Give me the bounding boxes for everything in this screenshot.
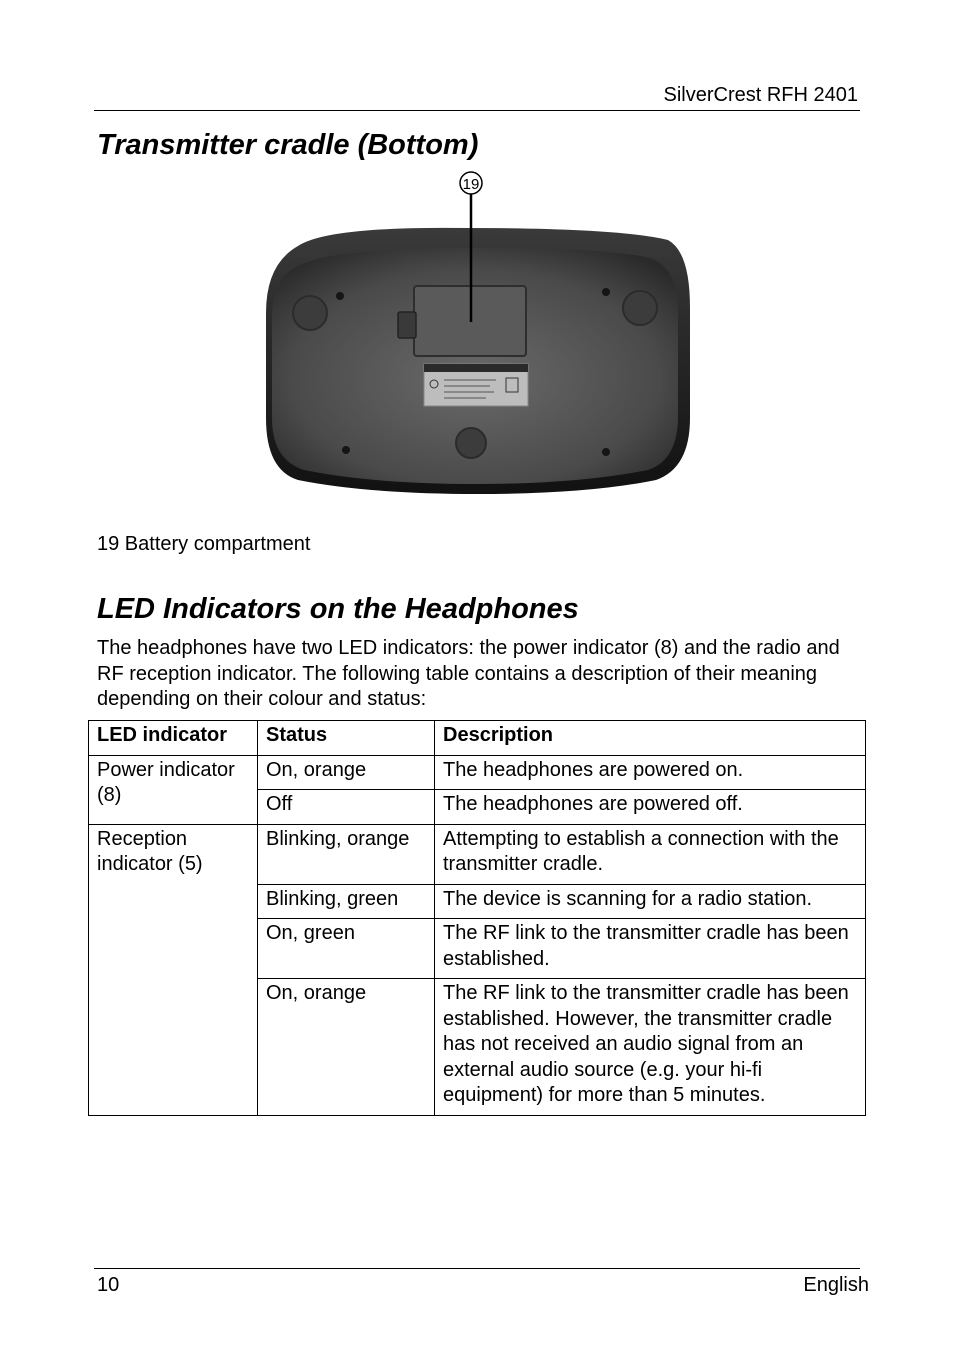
- screw-hole: [336, 292, 344, 300]
- description-cell: The headphones are powered on.: [435, 755, 866, 790]
- column-header: Status: [258, 721, 435, 756]
- section-title-led-indicators: LED Indicators on the Headphones: [97, 593, 579, 625]
- description-cell: The headphones are powered off.: [435, 790, 866, 825]
- rating-label-band: [424, 364, 528, 372]
- footer-language: English: [803, 1274, 869, 1296]
- screw-hole: [602, 288, 610, 296]
- battery-latch: [398, 312, 416, 338]
- header-rule: [94, 110, 860, 111]
- rubber-foot: [623, 291, 657, 325]
- running-header: SilverCrest RFH 2401: [663, 84, 858, 106]
- footer-rule: [94, 1268, 860, 1269]
- column-header: LED indicator: [89, 721, 258, 756]
- description-cell: The device is scanning for a radio station.: [435, 884, 866, 919]
- status-cell: On, green: [258, 919, 435, 979]
- status-cell: On, orange: [258, 755, 435, 790]
- screw-hole: [602, 448, 610, 456]
- table-header-row: [89, 721, 866, 756]
- led-indicator-table: [88, 720, 866, 1116]
- status-cell: Blinking, orange: [258, 824, 435, 884]
- intro-paragraph: The headphones have two LED indicators: the power indicator (8) and the radio and RF reception indicator. The following table contains a description of their meaning depending on their colour and status:: [97, 637, 840, 710]
- description-cell: The RF link to the transmitter cradle has been established. However, the transmitter cradle has not received an audio signal from an external audio source (e.g. your hi-fi equipment) for more than 5 minutes.: [435, 979, 866, 1116]
- indicator-cell: Power indicator (8): [89, 755, 258, 824]
- column-header: Description: [435, 721, 866, 756]
- status-cell: Blinking, green: [258, 884, 435, 919]
- rubber-foot: [456, 428, 486, 458]
- status-cell: Off: [258, 790, 435, 825]
- status-cell: On, orange: [258, 979, 435, 1116]
- description-cell: Attempting to establish a connection with the transmitter cradle.: [435, 824, 866, 884]
- callout-number: 19: [462, 176, 480, 193]
- table-row: [89, 755, 866, 790]
- page-number: 10: [97, 1274, 120, 1296]
- figure-caption: 19 Battery compartment: [97, 533, 311, 555]
- rubber-foot: [293, 296, 327, 330]
- section-title-transmitter-cradle: Transmitter cradle (Bottom): [97, 129, 479, 161]
- description-cell: The RF link to the transmitter cradle has been established.: [435, 919, 866, 979]
- screw-hole: [342, 446, 350, 454]
- table-row: [89, 824, 866, 884]
- indicator-cell: Reception indicator (5): [89, 824, 258, 1115]
- cradle-bottom-illustration: [258, 168, 698, 498]
- transmitter-cradle-photo: [258, 168, 698, 498]
